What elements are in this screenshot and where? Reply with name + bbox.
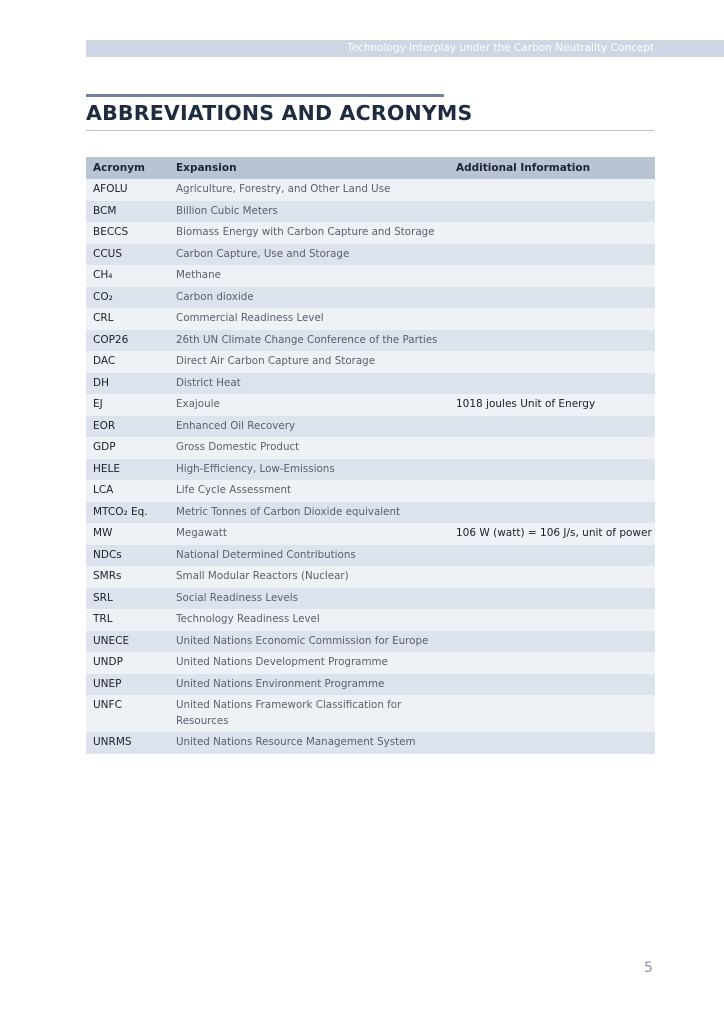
additional-info-cell [449, 287, 655, 309]
acronym-cell: COP26 [86, 330, 169, 352]
table-row [86, 222, 655, 244]
additional-info-cell [449, 480, 655, 502]
additional-info-cell [449, 265, 655, 287]
column-header-additional-information: Additional Information [449, 157, 655, 179]
expansion-cell: Agriculture, Forestry, and Other Land Use [169, 179, 449, 201]
table-row [86, 459, 655, 481]
heading-rule-top [86, 94, 444, 97]
acronym-cell: UNDP [86, 652, 169, 674]
acronym-cell: SMRs [86, 566, 169, 588]
table-row [86, 265, 655, 287]
additional-info-cell [449, 373, 655, 395]
acronym-cell: AFOLU [86, 179, 169, 201]
table-row [86, 695, 655, 732]
table-row [86, 523, 655, 545]
table-row [86, 437, 655, 459]
additional-info-cell [449, 674, 655, 696]
acronym-cell: UNECE [86, 631, 169, 653]
expansion-cell: United Nations Resource Management System [169, 732, 449, 754]
expansion-cell: Commercial Readiness Level [169, 308, 449, 330]
additional-info-cell [449, 437, 655, 459]
expansion-cell: United Nations Economic Commission for Europe [169, 631, 449, 653]
expansion-cell: Billion Cubic Meters [169, 201, 449, 223]
table-header-row [86, 157, 655, 179]
table-row [86, 588, 655, 610]
expansion-cell: Life Cycle Assessment [169, 480, 449, 502]
acronym-cell: EOR [86, 416, 169, 438]
table-row [86, 732, 655, 754]
expansion-cell: United Nations Framework Classification for Resources [169, 695, 449, 732]
expansion-cell: Carbon Capture, Use and Storage [169, 244, 449, 266]
additional-info-cell [449, 308, 655, 330]
additional-info-cell [449, 244, 655, 266]
table-row [86, 351, 655, 373]
acronym-cell: CO₂ [86, 287, 169, 309]
expansion-cell: Direct Air Carbon Capture and Storage [169, 351, 449, 373]
table-row [86, 609, 655, 631]
acronym-cell: CRL [86, 308, 169, 330]
acronym-cell: EJ [86, 394, 169, 416]
page-title: ABBREVIATIONS AND ACRONYMS [86, 101, 473, 125]
additional-info-cell [449, 631, 655, 653]
additional-info-cell [449, 566, 655, 588]
table-row [86, 244, 655, 266]
column-header-expansion: Expansion [169, 157, 449, 179]
additional-info-cell [449, 502, 655, 524]
expansion-cell: 26th UN Climate Change Conference of the Parties [169, 330, 449, 352]
additional-info-cell [449, 732, 655, 754]
table-row [86, 480, 655, 502]
additional-info-cell [449, 609, 655, 631]
running-header: Technology Interplay under the Carbon Neutrality Concept [86, 40, 724, 57]
acronym-cell: DH [86, 373, 169, 395]
acronym-cell: CH₄ [86, 265, 169, 287]
expansion-cell: Social Readiness Levels [169, 588, 449, 610]
table-body [86, 179, 655, 754]
table-row [86, 394, 655, 416]
expansion-cell: Enhanced Oil Recovery [169, 416, 449, 438]
expansion-cell: United Nations Development Programme [169, 652, 449, 674]
acronym-cell: MW [86, 523, 169, 545]
table-row [86, 566, 655, 588]
additional-info-cell [449, 222, 655, 244]
expansion-cell: Carbon dioxide [169, 287, 449, 309]
additional-info-cell [449, 459, 655, 481]
heading-rule-bottom [86, 130, 654, 131]
acronym-cell: UNRMS [86, 732, 169, 754]
expansion-cell: National Determined Contributions [169, 545, 449, 567]
acronym-cell: CCUS [86, 244, 169, 266]
abbreviations-table [86, 157, 655, 754]
acronym-cell: BCM [86, 201, 169, 223]
column-header-acronym: Acronym [86, 157, 169, 179]
expansion-cell: Small Modular Reactors (Nuclear) [169, 566, 449, 588]
table-row [86, 373, 655, 395]
table-row [86, 631, 655, 653]
acronym-cell: GDP [86, 437, 169, 459]
acronym-cell: DAC [86, 351, 169, 373]
acronym-cell: NDCs [86, 545, 169, 567]
table-row [86, 652, 655, 674]
expansion-cell: Gross Domestic Product [169, 437, 449, 459]
acronym-cell: UNEP [86, 674, 169, 696]
table-row [86, 330, 655, 352]
acronym-cell: MTCO₂ Eq. [86, 502, 169, 524]
expansion-cell: Exajoule [169, 394, 449, 416]
expansion-cell: Megawatt [169, 523, 449, 545]
additional-info-cell [449, 588, 655, 610]
acronym-cell: TRL [86, 609, 169, 631]
acronym-cell: BECCS [86, 222, 169, 244]
table-row [86, 502, 655, 524]
acronym-cell: HELE [86, 459, 169, 481]
expansion-cell: United Nations Environment Programme [169, 674, 449, 696]
acronym-cell: SRL [86, 588, 169, 610]
table-row [86, 179, 655, 201]
page-number: 5 [644, 960, 653, 976]
table-row [86, 287, 655, 309]
table-row [86, 201, 655, 223]
additional-info-cell: 1018 joules Unit of Energy [449, 394, 655, 416]
additional-info-cell [449, 545, 655, 567]
acronym-cell: UNFC [86, 695, 169, 732]
additional-info-cell [449, 652, 655, 674]
expansion-cell: Methane [169, 265, 449, 287]
additional-info-cell [449, 179, 655, 201]
expansion-cell: Biomass Energy with Carbon Capture and Storage [169, 222, 449, 244]
table-row [86, 308, 655, 330]
expansion-cell: District Heat [169, 373, 449, 395]
additional-info-cell: 106 W (watt) = 106 J/s, unit of power [449, 523, 655, 545]
table-row [86, 545, 655, 567]
expansion-cell: Technology Readiness Level [169, 609, 449, 631]
table-row [86, 416, 655, 438]
expansion-cell: High-Efficiency, Low-Emissions [169, 459, 449, 481]
table-row [86, 674, 655, 696]
expansion-cell: Metric Tonnes of Carbon Dioxide equivalent [169, 502, 449, 524]
additional-info-cell [449, 351, 655, 373]
acronym-cell: LCA [86, 480, 169, 502]
additional-info-cell [449, 330, 655, 352]
additional-info-cell [449, 416, 655, 438]
additional-info-cell [449, 695, 655, 732]
additional-info-cell [449, 201, 655, 223]
